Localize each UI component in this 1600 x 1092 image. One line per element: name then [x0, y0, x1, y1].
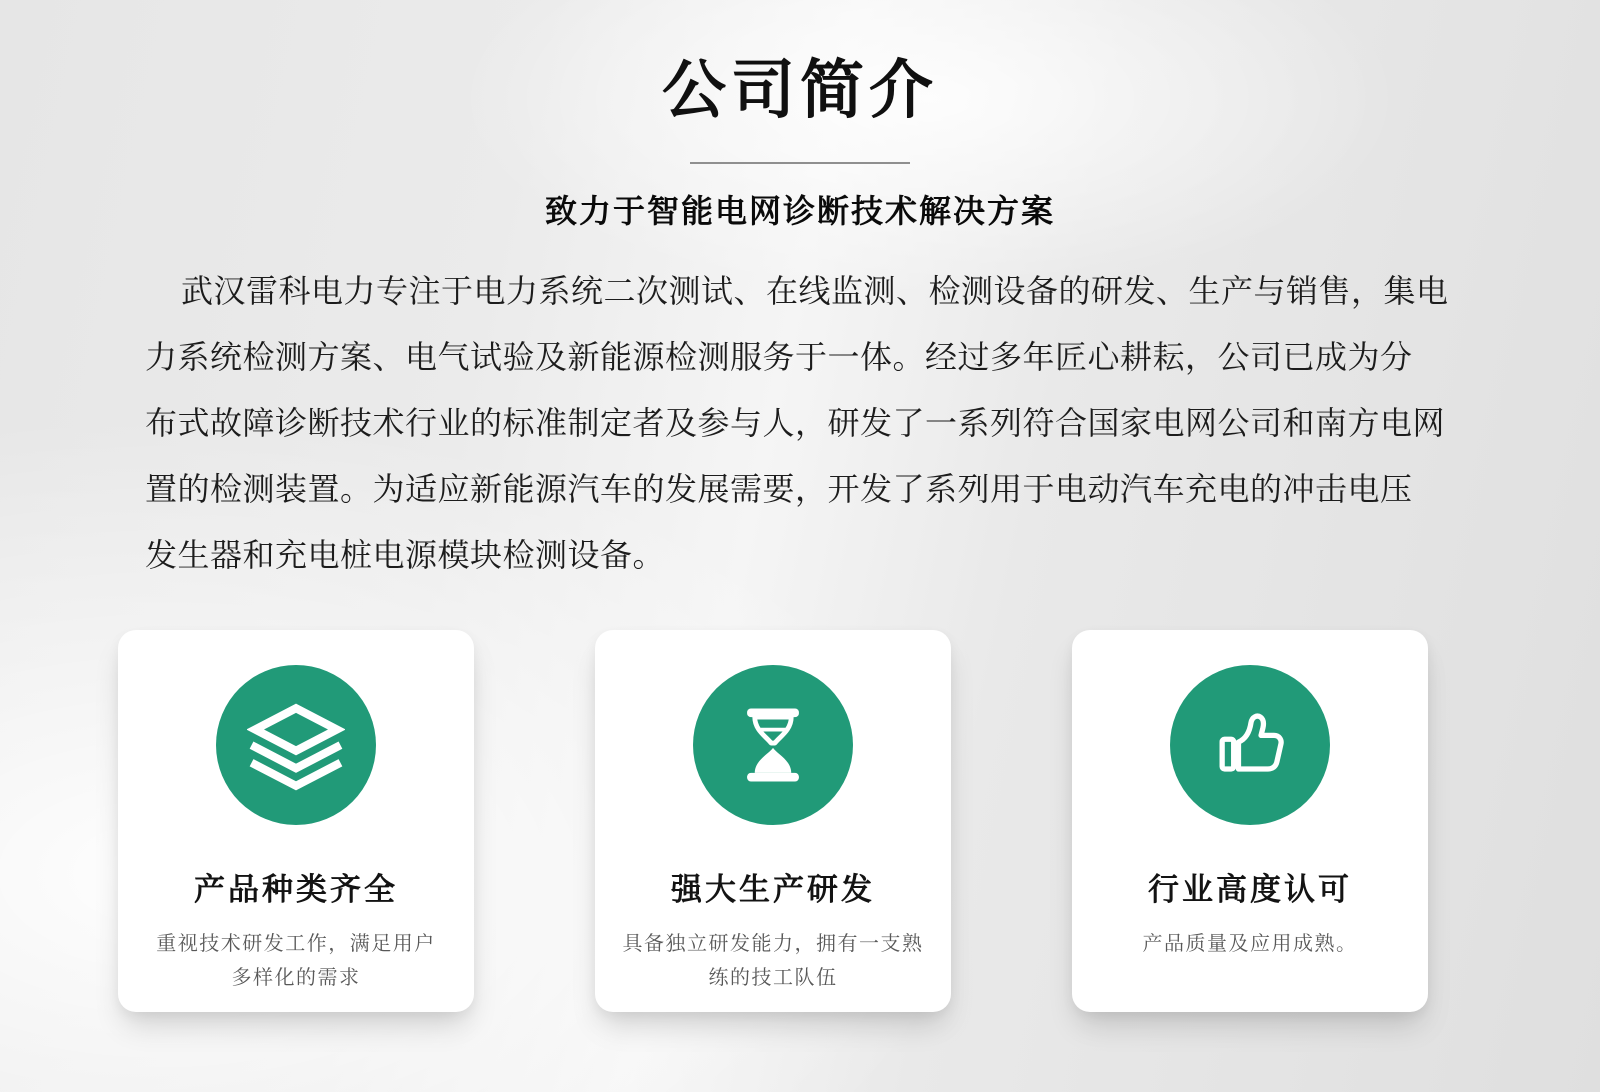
title-divider [690, 162, 910, 164]
intro-line: 力系统检测方案、电气试验及新能源检测服务于一体。经过多年匠心耕耘，公司已成为分 [145, 339, 1413, 375]
layers-icon [247, 696, 345, 794]
hourglass-icon [725, 697, 821, 793]
feature-icon-circle [1170, 665, 1330, 825]
feature-card-products [118, 630, 474, 1012]
feature-card-recognition [1072, 630, 1428, 1012]
intro-line: 置的检测装置。为适应新能源汽车的发展需要，开发了系列用于电动汽车充电的冲击电压 [145, 471, 1413, 507]
feature-card-title: 行业高度认可 [1148, 872, 1352, 907]
page-title: 公司简介 [662, 54, 938, 126]
feature-icon-circle [216, 665, 376, 825]
feature-icon-circle [693, 665, 853, 825]
feature-card-description: 产品质量及应用成熟。 [1142, 933, 1358, 955]
intro-line: 发生器和充电桩电源模块检测设备。 [145, 537, 666, 573]
feature-card-rnd [595, 630, 951, 1012]
feature-card-description: 具备独立研发能力，拥有一支熟 练的技工队伍 [622, 933, 924, 989]
feature-card-description: 重视技术研发工作，满足用户 多样化的需求 [156, 933, 436, 989]
intro-line: 布式故障诊断技术行业的标准制定者及参与人，研发了一系列符合国家电网公司和南方电网 [145, 405, 1446, 441]
intro-paragraph [145, 258, 1455, 588]
feature-card-title: 强大生产研发 [671, 872, 875, 907]
intro-line: 武汉雷科电力专注于电力系统二次测试、在线监测、检测设备的研发、生产与销售，集电 [181, 273, 1449, 309]
thumbs-up-icon [1202, 697, 1298, 793]
page-subtitle: 致力于智能电网诊断技术解决方案 [544, 193, 1055, 229]
feature-card-title: 产品种类齐全 [194, 872, 398, 907]
